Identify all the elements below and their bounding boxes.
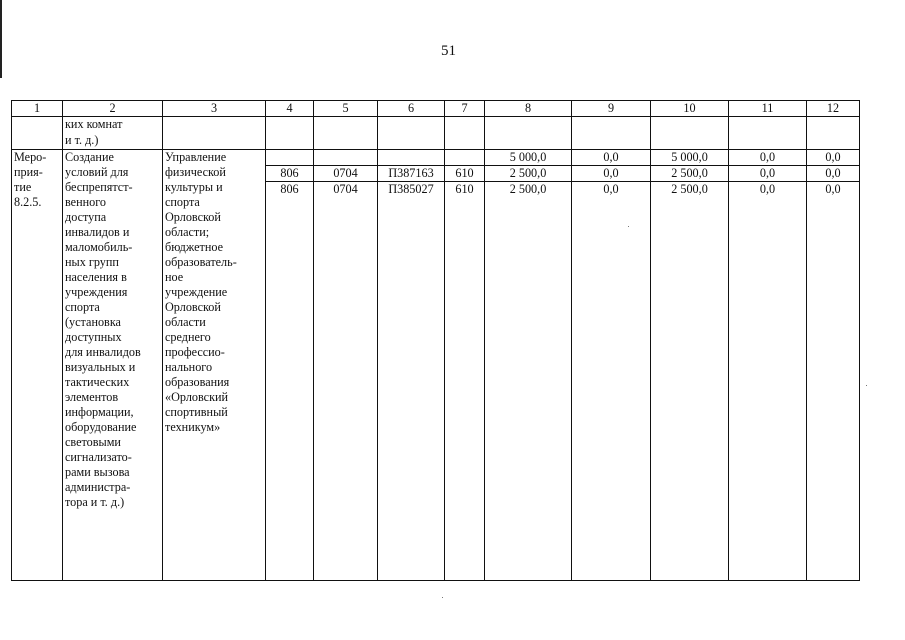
table-cell xyxy=(266,150,314,166)
table-cell: 0,0 xyxy=(729,166,807,182)
text-line: беспрепятст- xyxy=(65,180,133,194)
text-line: администра- xyxy=(65,480,131,494)
table-cell xyxy=(163,117,266,150)
text-line: сигнализато- xyxy=(65,450,132,464)
table-cell xyxy=(572,117,651,150)
text-line: инвалидов и xyxy=(65,225,130,239)
text-line: среднего xyxy=(165,330,211,344)
table-row xyxy=(12,150,860,166)
table-cell: 2 500,0 xyxy=(651,166,729,182)
table-cell: 610 xyxy=(445,166,485,182)
table-cell: 5 000,0 xyxy=(485,150,572,166)
text-line: оборудование xyxy=(65,420,137,434)
continuation-row xyxy=(12,117,860,150)
table-cell: 0,0 xyxy=(572,166,651,182)
table-cell xyxy=(485,117,572,150)
budget-table xyxy=(11,100,860,581)
header-cell: 11 xyxy=(729,101,807,117)
text-line: области; xyxy=(165,225,210,239)
header-cell: 7 xyxy=(445,101,485,117)
text-line: культуры и xyxy=(165,180,223,194)
text-line: спорта xyxy=(165,195,200,209)
table-cell: 0704 xyxy=(314,182,378,581)
text-line: «Орловский xyxy=(165,390,229,404)
table-cell xyxy=(651,117,729,150)
text-line: спорта xyxy=(65,300,100,314)
table-cell xyxy=(729,117,807,150)
text-line: тактических xyxy=(65,375,130,389)
text-line: рами вызова xyxy=(65,465,130,479)
header-cell: 6 xyxy=(378,101,445,117)
text-line: визуальных и xyxy=(65,360,136,374)
text-line: ких комнат xyxy=(65,117,123,131)
table-cell xyxy=(445,150,485,166)
header-cell: 12 xyxy=(807,101,860,117)
text-line: тора и т. д.) xyxy=(65,495,125,509)
text-line: доступных xyxy=(65,330,122,344)
table-cell: 2 500,0 xyxy=(485,166,572,182)
table-cell xyxy=(445,117,485,150)
text-line: бюджетное xyxy=(165,240,224,254)
table-cell: 610 xyxy=(445,182,485,581)
text-line: Создание xyxy=(65,150,114,164)
event-id-cell xyxy=(12,150,63,581)
text-line: маломобиль- xyxy=(65,240,133,254)
text-line: и т. д.) xyxy=(65,132,99,147)
text-line: прия- xyxy=(14,165,43,179)
text-line: учреждения xyxy=(65,285,128,299)
text-line: Орловской xyxy=(165,210,221,224)
header-cell: 8 xyxy=(485,101,572,117)
event-executor-cell xyxy=(163,150,266,581)
page-number: 51 xyxy=(441,43,456,59)
text-line: ных групп xyxy=(65,255,119,269)
table-cell: 0,0 xyxy=(572,182,651,581)
text-line: условий для xyxy=(65,165,129,179)
table-cell: 2 500,0 xyxy=(485,182,572,581)
text-line: тие xyxy=(14,180,32,194)
text-line: элементов xyxy=(65,390,119,404)
table-cell: 806 xyxy=(266,182,314,581)
text-line: Управление xyxy=(165,150,227,164)
text-line: физической xyxy=(165,165,226,179)
table-cell: 0,0 xyxy=(729,182,807,581)
text-line: профессио- xyxy=(165,345,225,359)
text-line: нального xyxy=(165,360,213,374)
scan-edge-mark xyxy=(0,0,2,78)
text-line: световыми xyxy=(65,435,121,449)
table-cell: 0,0 xyxy=(807,166,860,182)
text-line: учреждение xyxy=(165,285,228,299)
text-line: Орловской xyxy=(165,300,221,314)
text-line: спортивный xyxy=(165,405,228,419)
text-line: 8.2.5. xyxy=(14,195,42,209)
table-cell: 0704 xyxy=(314,166,378,182)
table-cell xyxy=(314,117,378,150)
table-cell: П385027 xyxy=(378,182,445,581)
header-cell: 10 xyxy=(651,101,729,117)
text-line: образования xyxy=(165,375,230,389)
header-cell: 4 xyxy=(266,101,314,117)
table-cell: 806 xyxy=(266,166,314,182)
text-line: населения в xyxy=(65,270,127,284)
table-cell xyxy=(12,117,63,150)
scan-speck xyxy=(442,597,443,598)
text-line: венного xyxy=(65,195,107,209)
header-cell: 9 xyxy=(572,101,651,117)
table-cell: 0,0 xyxy=(807,150,860,166)
table-cell xyxy=(378,150,445,166)
table-cell xyxy=(314,150,378,166)
text-line: (установка xyxy=(65,315,121,329)
table-cell xyxy=(266,117,314,150)
header-row xyxy=(12,101,860,117)
table-cell: 5 000,0 xyxy=(651,150,729,166)
text-line: для инвалидов xyxy=(65,345,141,359)
event-description-cell xyxy=(63,150,163,581)
table-cell: П387163 xyxy=(378,166,445,182)
table-cell: 2 500,0 xyxy=(651,182,729,581)
text-line: Меро- xyxy=(14,150,47,164)
table-cell: 0,0 xyxy=(729,150,807,166)
continuation-description-cell xyxy=(63,117,163,150)
scan-speck xyxy=(866,385,867,386)
text-line: области xyxy=(165,315,206,329)
table-cell: 0,0 xyxy=(572,150,651,166)
text-line: техникум» xyxy=(165,420,221,434)
header-cell: 2 xyxy=(63,101,163,117)
text-line: доступа xyxy=(65,210,107,224)
header-cell: 1 xyxy=(12,101,63,117)
text-line: образователь- xyxy=(165,255,237,269)
table-cell xyxy=(807,117,860,150)
table-cell xyxy=(378,117,445,150)
text-line: информации, xyxy=(65,405,134,419)
text-line: ное xyxy=(165,270,184,284)
table-cell: 0,0 xyxy=(807,182,860,581)
header-cell: 5 xyxy=(314,101,378,117)
header-cell: 3 xyxy=(163,101,266,117)
